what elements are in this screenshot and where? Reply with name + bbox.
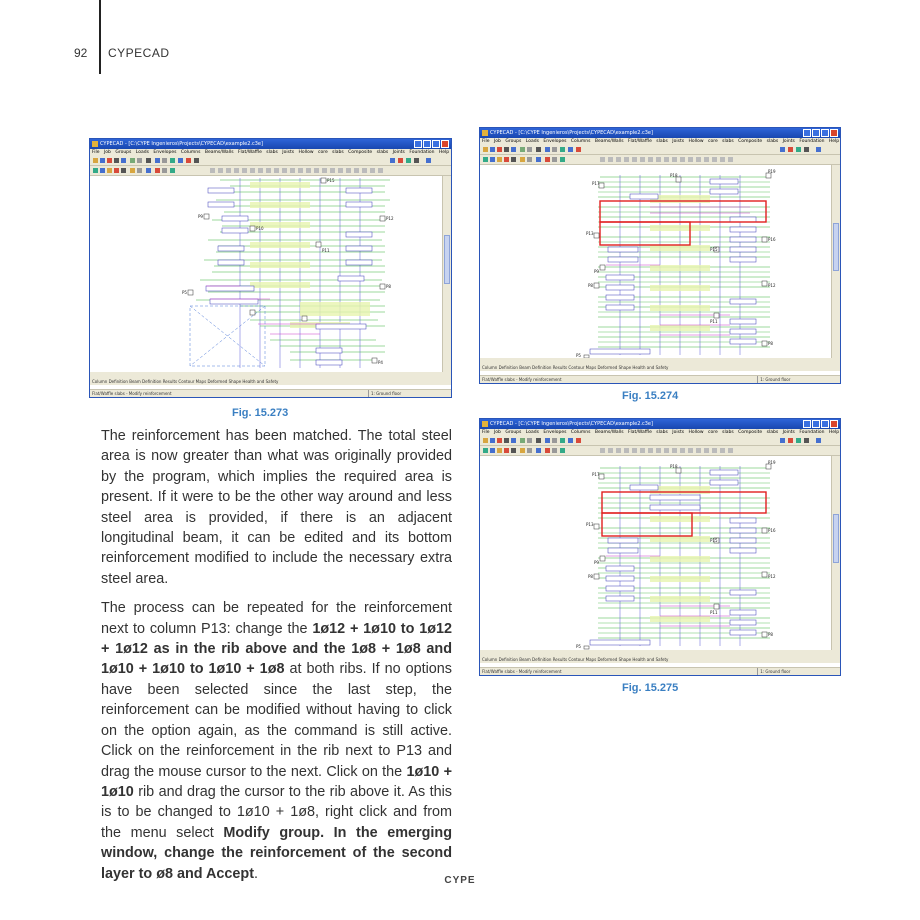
label-p8: P8 (386, 284, 391, 289)
label-p8: P8 (588, 283, 593, 288)
drawing-canvas[interactable] (480, 456, 832, 650)
minimize-button[interactable] (423, 140, 431, 148)
label-p12: P12 (386, 216, 394, 221)
paragraph-1: The reinforcement has been matched. The total steel area is now greater than what was originally provided by the program, which implies the required area is present. If it were to be the other way around and less steel area is provided, if there is an adjacent longitudinal beam, it can be edited and its bottom reinforcement modified to include the necessary extra steel area. (101, 428, 452, 587)
label-p15: P15 (327, 178, 335, 183)
slab-plan-drawing (480, 165, 834, 358)
drawing-canvas[interactable] (90, 176, 443, 372)
label-p16: P16 (768, 237, 776, 242)
label-p17: P17 (592, 181, 600, 186)
maximize-button[interactable] (432, 140, 440, 148)
maximize-button[interactable] (821, 129, 829, 137)
label-p11: P11 (710, 319, 718, 324)
window-title: CYPECAD - [C:\CYPE Ingenieros\Projects\CYPECAD\example2.c3e] (490, 130, 653, 136)
label-p16: P16 (768, 528, 776, 533)
status-bar (90, 389, 451, 397)
help-button[interactable] (414, 140, 422, 148)
view-tabs[interactable]: Column Definition Beam Definition Results Contour Maps Deformed Shape Health and Safety (90, 378, 451, 385)
screenshot-fig-275 (479, 418, 841, 676)
window-title: CYPECAD - [C:\CYPE Ingenieros\Projects\CYPECAD\example2.c3e] (100, 141, 263, 147)
help-button[interactable] (803, 129, 811, 137)
label-p18: P18 (670, 173, 678, 178)
label-p10: P10 (256, 226, 264, 231)
vertical-scrollbar[interactable] (442, 176, 451, 372)
menu-bar[interactable]: File Job Groups Loads Envelopes Columns Beams/Walls Flat/Waffle slabs Joists Hollow core slabs Composite slabs Joints Foundation Help (482, 430, 840, 435)
label-p19: P19 (768, 460, 776, 465)
app-icon (482, 130, 488, 136)
window-titlebar (480, 128, 840, 138)
status-left: Flat/Waffle slabs - Modify reinforcement (482, 669, 562, 674)
app-icon (482, 421, 488, 427)
header-rule (99, 0, 101, 74)
caption-fig-275: Fig. 15.275 (622, 682, 679, 694)
label-p18: P18 (670, 464, 678, 469)
label-p12: P12 (768, 574, 776, 579)
caption-fig-274: Fig. 15.274 (622, 390, 679, 402)
minimize-button[interactable] (812, 129, 820, 137)
label-p9: P9 (594, 269, 599, 274)
status-right: 1: Ground floor (368, 390, 401, 397)
label-p9: P9 (198, 214, 203, 219)
screenshot-fig-274 (479, 127, 841, 384)
label-p8: P8 (588, 574, 593, 579)
close-button[interactable] (830, 420, 838, 428)
view-tabs[interactable]: Column Definition Beam Definition Results Contour Maps Deformed Shape Health and Safety (480, 364, 840, 371)
label-p8b: P8 (768, 632, 773, 637)
label-p5: P5 (576, 353, 581, 358)
vertical-scrollbar[interactable] (831, 165, 840, 358)
label-p11: P11 (710, 610, 718, 615)
help-button[interactable] (803, 420, 811, 428)
toolbar-1[interactable] (90, 156, 451, 166)
status-left: Flat/Waffle slabs - Modify reinforcement (92, 391, 172, 396)
label-p13: P13 (586, 522, 594, 527)
paragraph-2: The process can be repeated for the reinforcement next to column P13: change the 1ø12 + 1ø10 to 1ø12 + 1ø12 as in the rib above and the 1ø8 + 1ø8 and 1ø10 + 1ø10 to 1ø10 + 1ø8 at both ribs. If no options have been selected since the last step, the reinforcement can be modified without having to click on the option again, as the command is still active. Click on the reinforcement in the rib next to P13 and drag the mouse cursor to the next. Click on the 1ø10 + 1ø10 rib and drag the cursor to the rib above it. As this is to be changed to 1ø10 + 1ø8, right click and from the menu select Modify group. In the emerging window, change the reinforcement of the second layer to ø8 and Accept. (101, 600, 453, 882)
slab-plan-drawing (480, 456, 834, 650)
drawing-canvas[interactable] (480, 165, 832, 358)
slab-plan-drawing (90, 176, 445, 372)
close-button[interactable] (441, 140, 449, 148)
toolbar-2[interactable] (480, 155, 840, 165)
toolbar-2[interactable] (90, 166, 451, 176)
label-p17: P17 (592, 472, 600, 477)
label-p5: P5 (576, 644, 581, 649)
toolbar-1[interactable] (480, 436, 840, 446)
window-titlebar (480, 419, 840, 429)
label-p8b: P8 (768, 341, 773, 346)
footer-brand: CYPE (444, 875, 476, 886)
window-titlebar (90, 139, 451, 149)
label-p15: P15 (710, 247, 718, 252)
minimize-button[interactable] (812, 420, 820, 428)
screenshot-fig-273 (89, 138, 452, 398)
toolbar-2[interactable] (480, 446, 840, 456)
window-title: CYPECAD - [C:\CYPE Ingenieros\Projects\CYPECAD\example2.c3e] (490, 421, 653, 427)
label-p13: P13 (586, 231, 594, 236)
maximize-button[interactable] (821, 420, 829, 428)
page-number: 92 (74, 46, 88, 60)
status-bar (480, 375, 840, 383)
toolbar-1[interactable] (480, 145, 840, 155)
status-right: 1: Ground floor (757, 376, 790, 383)
vertical-scrollbar[interactable] (831, 456, 840, 650)
label-p9: P9 (594, 560, 599, 565)
label-p15: P15 (710, 538, 718, 543)
label-p5: P5 (182, 290, 187, 295)
body-text (101, 426, 452, 893)
menu-bar[interactable]: File Job Groups Loads Envelopes Columns Beams/Walls Flat/Waffle slabs Joists Hollow core slabs Composite slabs Joints Foundation Help (482, 139, 840, 144)
status-right: 1: Ground floor (757, 668, 790, 675)
header-title: CYPECAD (108, 46, 170, 60)
label-p12: P12 (768, 283, 776, 288)
close-button[interactable] (830, 129, 838, 137)
label-p4: P4 (378, 360, 383, 365)
menu-bar[interactable]: File Job Groups Loads Envelopes Columns Beams/Walls Flat/Waffle slabs Joists Hollow core slabs Composite slabs Joints Foundation Help (92, 150, 450, 155)
status-bar (480, 667, 840, 675)
caption-fig-273: Fig. 15.273 (232, 407, 289, 419)
app-icon (92, 141, 98, 147)
label-p19: P19 (768, 169, 776, 174)
view-tabs[interactable]: Column Definition Beam Definition Results Contour Maps Deformed Shape Health and Safety (480, 656, 840, 663)
label-p11: P11 (322, 248, 330, 253)
status-left: Flat/Waffle slabs - Modify reinforcement (482, 377, 562, 382)
